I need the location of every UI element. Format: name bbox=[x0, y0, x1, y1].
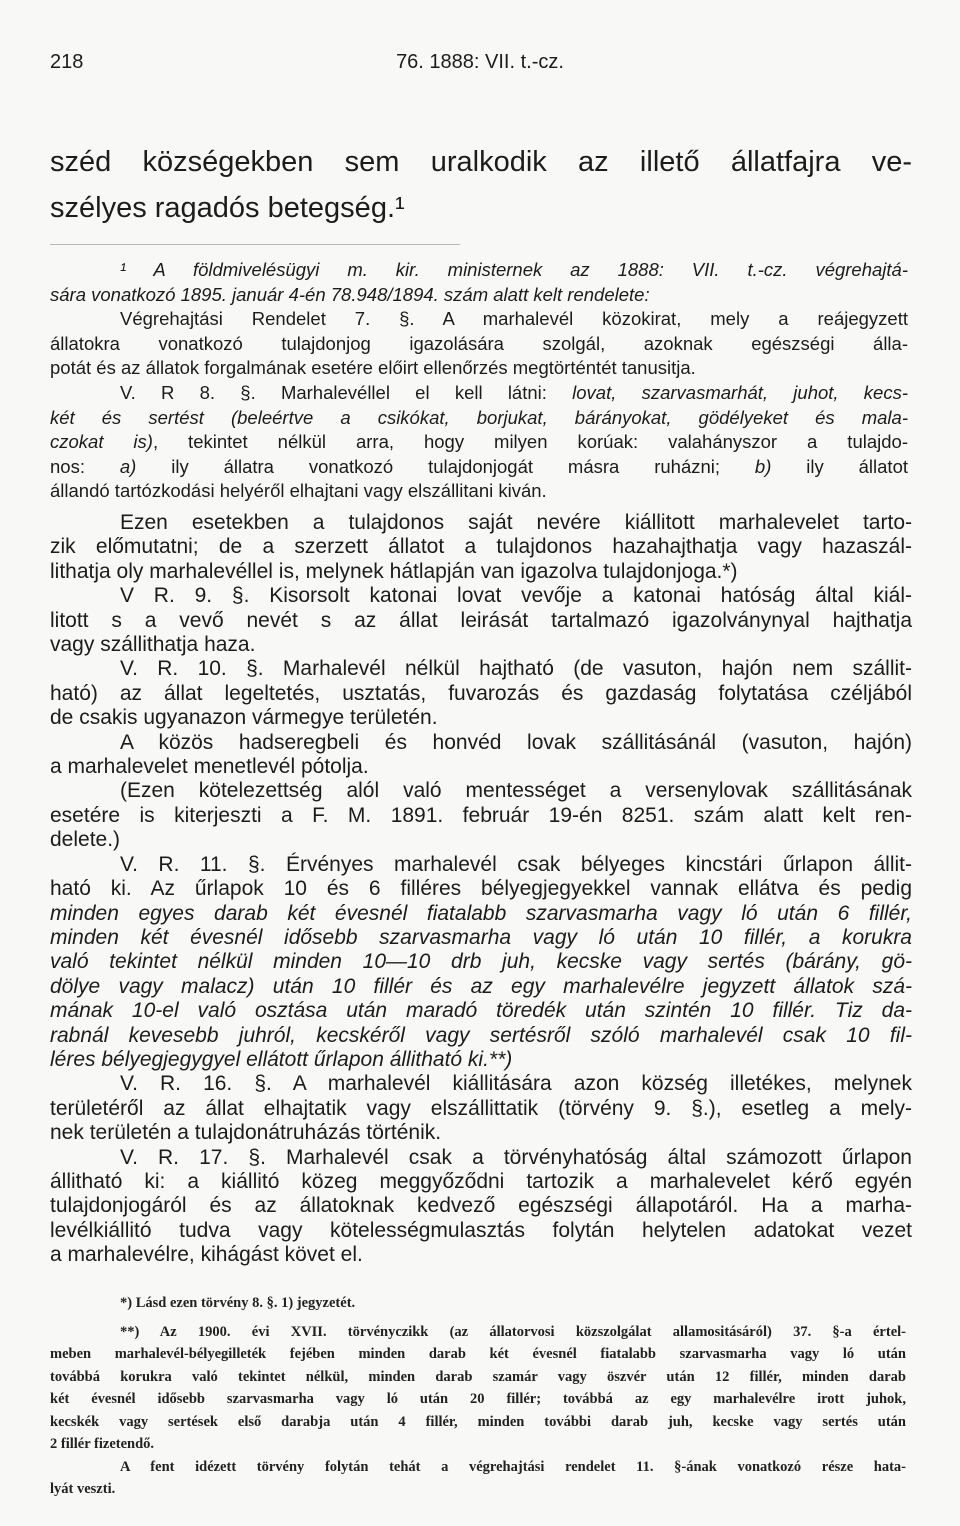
text-run: lithatja oly marhalevéllel is, melynek hátlapján van igazolva tulajdonjoga.*) bbox=[50, 559, 738, 583]
body-paragraph bbox=[50, 731, 912, 780]
text-line bbox=[50, 511, 912, 535]
text-run: állatokra vonatkozó tulajdonjog igazolására szolgál, azoknak egészségi álla- bbox=[50, 332, 908, 354]
text-line bbox=[50, 950, 912, 974]
text-line bbox=[50, 584, 912, 608]
text-run: a marhalevelet menetlevél pótolja. bbox=[50, 755, 369, 779]
text-line bbox=[50, 1321, 906, 1344]
text-run: Ezen esetekben a tulajdonos saját nevére kiállitott marhalevelet tarto- bbox=[120, 511, 912, 534]
text-line bbox=[50, 1219, 912, 1243]
text-line bbox=[50, 999, 912, 1023]
text-line bbox=[50, 1146, 912, 1170]
text-run: ható) az állat legeltetés, usztatás, fuvarozás és gazdaság folytatása czéljából bbox=[50, 681, 912, 705]
text-line bbox=[50, 1243, 912, 1267]
text-line bbox=[50, 535, 912, 559]
text-run: V. R 8. §. Marhalevéllel el kell látni: bbox=[120, 381, 573, 403]
text-line bbox=[50, 1048, 912, 1072]
body-paragraph bbox=[50, 1146, 912, 1268]
text-run: állitható ki: a kiállitó közeg meggyőződni tartozik a marhalevelet kérő egyén bbox=[50, 1169, 912, 1193]
text-line bbox=[50, 332, 908, 357]
text-run: V. R. 17. §. Marhalevél csak a törvényhatóság által számozott űrlapon bbox=[120, 1145, 912, 1169]
text-line bbox=[50, 1478, 906, 1501]
text-run: zik előmutatni; de a szerzett állatot a tulajdonos hazahajthatja vagy hazaszál- bbox=[50, 535, 912, 559]
italic-text: lovat, szarvasmarhát, juhot, kecs- bbox=[572, 381, 908, 403]
italic-text: czokat is) bbox=[50, 431, 153, 453]
text-run: kecskék vagy sertések első darabja után 4 fillér, minden további darab juh, kecske vagy sertés után bbox=[50, 1413, 906, 1430]
text-line bbox=[50, 731, 912, 755]
text-line bbox=[50, 755, 912, 779]
text-line bbox=[50, 1343, 906, 1366]
lead-paragraph bbox=[50, 139, 912, 231]
text-line bbox=[50, 657, 912, 681]
footnotes-paragraph bbox=[50, 1321, 906, 1456]
text-line bbox=[50, 1024, 912, 1048]
text-run: vagy szállithatja haza. bbox=[50, 633, 256, 657]
text-run: 2 fillér fizetendő. bbox=[50, 1436, 155, 1452]
text-run: *) Lásd ezen törvény 8. §. 1) jegyzetét. bbox=[120, 1295, 356, 1311]
text-line bbox=[50, 682, 912, 706]
text-line bbox=[50, 975, 912, 999]
text-line bbox=[50, 1433, 906, 1456]
text-line bbox=[50, 877, 912, 901]
text-line bbox=[50, 1366, 906, 1389]
text-run: lyát veszti. bbox=[50, 1481, 116, 1497]
text-line bbox=[50, 560, 912, 584]
text-line bbox=[50, 1097, 912, 1121]
italic-text: sára vonatkozó 1895. január 4-én 78.948/1894. szám alatt kelt rendelete: bbox=[50, 283, 650, 305]
text-run: két évesnél idősebb szarvasmarha vagy ló után 20 fillér; továbbá az egy marhalevélre irott juhok, bbox=[50, 1391, 906, 1407]
text-line bbox=[50, 1170, 912, 1194]
text-line bbox=[50, 258, 908, 283]
text-line bbox=[50, 1121, 912, 1145]
text-line bbox=[50, 609, 912, 633]
text-run: továbbá korukra való tekintet nélkül, minden darab szamár vagy öszvér után 12 fillér, minden darab bbox=[50, 1368, 906, 1385]
footnote-1 bbox=[50, 258, 908, 504]
text-run: potát és az állatok forgalmának esetére előirt ellenőrzés megtörténtét tanusitja. bbox=[50, 357, 696, 379]
italic-text: mának 10-el való osztása után maradó töredék után szintén 10 fillér. Tiz da- bbox=[50, 999, 912, 1023]
text-run: V. R. 10. §. Marhalevél nélkül hajtható (de vasuton, hajón nem szállit- bbox=[120, 657, 912, 681]
footnote-1-paragraph bbox=[50, 381, 908, 504]
text-run: szélyes ragadós betegség.¹ bbox=[50, 192, 405, 224]
italic-text: minden egyes darab két évesnél fiatalabb szarvasmarha vagy ló után 6 fillér, bbox=[50, 901, 912, 925]
text-line bbox=[50, 455, 908, 480]
text-line bbox=[50, 1292, 906, 1315]
text-line bbox=[50, 185, 912, 231]
body-paragraph bbox=[50, 1072, 912, 1145]
text-line bbox=[50, 430, 908, 455]
body-paragraph bbox=[50, 779, 912, 852]
body-paragraph bbox=[50, 511, 912, 584]
text-run: ily állatra vonatkozó tulajdonjogát másra ruházni; bbox=[136, 455, 755, 477]
text-run: meben marhalevél-bélyegilleték fejében minden darab két évesnél fiatalabb szarvasmarha vagy ló után bbox=[50, 1346, 906, 1362]
text-run: területéről az állat elhajtatik vagy elszállittatik (törvény 9. §.), esetleg a mely- bbox=[50, 1096, 912, 1120]
text-line bbox=[50, 1388, 906, 1411]
running-title: 76. 1888: VII. t.-cz. bbox=[396, 51, 564, 73]
footnote-1-paragraph bbox=[50, 258, 908, 307]
italic-text: két és sertést (beleértve a csikókat, borjukat, bárányokat, gödélyeket és mala- bbox=[50, 406, 908, 428]
body-paragraph bbox=[50, 657, 912, 730]
italic-text: való tekintet nélkül minden 10—10 drb juh, kecske vagy sertés (bárány, gö- bbox=[50, 950, 912, 974]
italic-text: a) bbox=[119, 455, 137, 477]
text-run: levélkiállitó tudva vagy kötelességmulasztás folytán helytelen adatokat vezet bbox=[50, 1218, 912, 1242]
text-run: delete.) bbox=[50, 828, 121, 852]
italic-text: dölye vagy malacz) után 10 fillér és az egy marhalevélre jegyzett állatok szá- bbox=[50, 974, 912, 998]
page-number: 218 bbox=[50, 51, 84, 73]
text-line bbox=[50, 381, 908, 406]
text-line bbox=[50, 1072, 912, 1096]
text-run: de csakis ugyanazon vármegye területén. bbox=[50, 706, 438, 730]
text-line bbox=[50, 307, 908, 332]
text-line bbox=[50, 1194, 912, 1218]
text-line bbox=[50, 406, 908, 431]
lead-paragraph bbox=[50, 139, 912, 231]
text-line bbox=[50, 706, 912, 730]
text-run: V R. 9. §. Kisorsolt katonai lovat vevője a katonai hatóság által kiál- bbox=[120, 584, 912, 608]
footnotes bbox=[50, 1292, 906, 1501]
footnotes-paragraph bbox=[50, 1456, 906, 1501]
text-run: **) Az 1900. évi XVII. törvényczikk (az állatorvosi közszolgálat allamositásáról) 37. §-a értel- bbox=[120, 1323, 906, 1340]
body-paragraph bbox=[50, 853, 912, 1073]
text-line bbox=[50, 926, 912, 950]
text-run: állandó tartózkodási helyéről elhajtani vagy elszállitani kiván. bbox=[50, 480, 547, 502]
footnotes-paragraph bbox=[50, 1292, 906, 1315]
page-header bbox=[0, 48, 960, 76]
text-line bbox=[50, 356, 908, 381]
italic-text: léres bélyegjegygyel ellátott űrlapon állitható ki.**) bbox=[50, 1047, 513, 1071]
text-run: A fent idézett törvény folytán tehát a végrehajtási rendelet 11. §-ának vonatkozó része hata- bbox=[120, 1458, 906, 1475]
italic-text: b) bbox=[754, 455, 772, 477]
text-run: ily állatot bbox=[771, 455, 909, 477]
text-line bbox=[50, 633, 912, 657]
italic-text: minden két évesnél idősebb szarvasmarha vagy ló után 10 fillér, a korukra bbox=[50, 925, 912, 949]
text-line bbox=[50, 779, 912, 803]
text-run: A közös hadseregbeli és honvéd lovak szállitásánál (vasuton, hajón) bbox=[120, 730, 912, 754]
text-run: V. R. 16. §. A marhalevél kiállitására azon község illetékes, melynek bbox=[120, 1072, 912, 1096]
text-run: Végrehajtási Rendelet 7. §. A marhalevél közokirat, mely a reájegyzett bbox=[120, 308, 908, 330]
text-line bbox=[50, 828, 912, 852]
footnote-1-paragraph bbox=[50, 307, 908, 381]
text-line bbox=[50, 139, 912, 185]
text-run: (Ezen kötelezettség alól való mentességet a versenylovak szállitásának bbox=[120, 779, 912, 803]
text-run: széd községekben sem uralkodik az illető állatfajra ve- bbox=[50, 146, 912, 178]
text-line bbox=[50, 902, 912, 926]
text-line bbox=[50, 479, 908, 504]
text-line bbox=[50, 853, 912, 877]
text-line bbox=[50, 1456, 906, 1479]
text-line bbox=[50, 283, 908, 308]
body-text bbox=[50, 511, 912, 1268]
text-run: litott s a vevő nevét s az állat leirását tartalmazó igazolványnyal hajthatja bbox=[50, 608, 912, 632]
text-line bbox=[50, 804, 912, 828]
text-run: nos: bbox=[50, 455, 120, 477]
text-run: a marhalevélre, kihágást követ el. bbox=[50, 1243, 363, 1267]
text-run: V. R. 11. §. Érvényes marhalevél csak bélyeges kincstári űrlapon állit- bbox=[120, 852, 912, 876]
italic-text: rabnál kevesebb juhról, kecskéről vagy sertésről szóló marhalevél csak 10 fil- bbox=[50, 1023, 912, 1047]
text-run: , tekintet nélkül arra, hogy milyen korúak: valahányszor a tulajdo- bbox=[152, 431, 908, 453]
text-run: tulajdonjogáról és az állatoknak kedvező egészségi állapotáról. Ha a marha- bbox=[50, 1194, 912, 1218]
footnote-separator bbox=[50, 244, 460, 245]
text-run: esetére is kiterjeszti a F. M. 1891. február 19-én 8251. szám alatt kelt ren- bbox=[50, 803, 912, 827]
body-paragraph bbox=[50, 584, 912, 657]
text-run: ható ki. Az űrlapok 10 és 6 filléres bélyegjegyekkel vannak ellátva és pedig bbox=[50, 877, 912, 901]
text-line bbox=[50, 1411, 906, 1434]
italic-text: ¹ A földmivelésügyi m. kir. ministernek az 1888: VII. t.-cz. végrehajtá- bbox=[120, 259, 908, 280]
text-run: nek területén a tulajdonátruházás történik. bbox=[50, 1121, 442, 1145]
